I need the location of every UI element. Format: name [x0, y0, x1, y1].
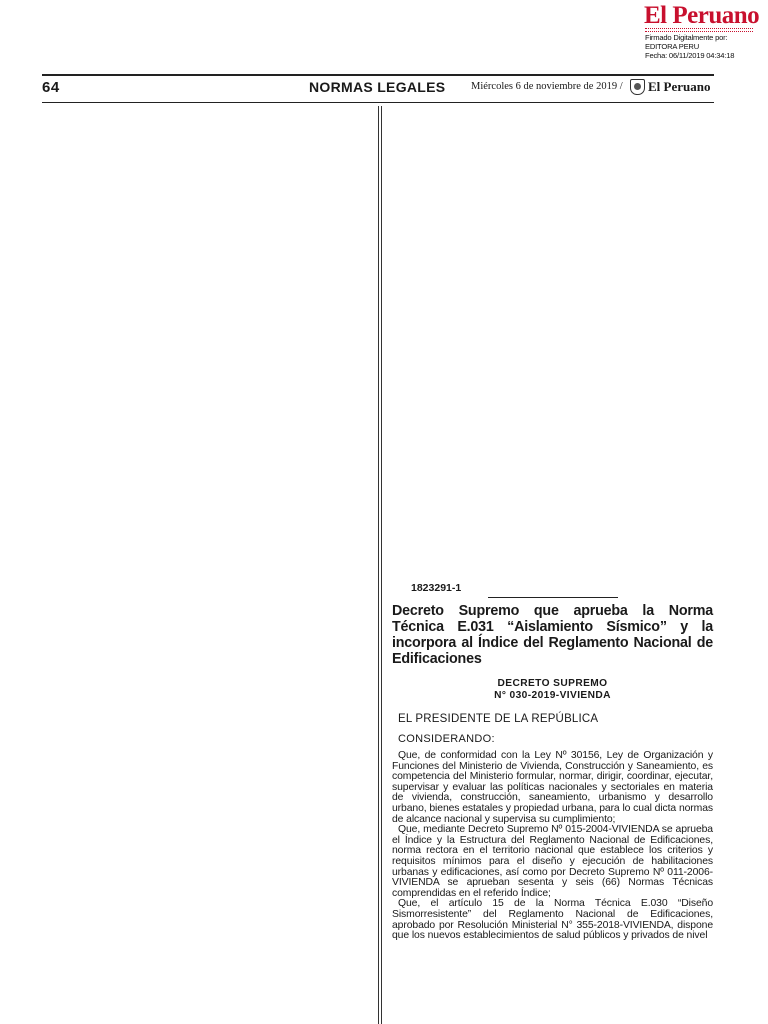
decree-heading — [392, 678, 713, 701]
signature-line: Firmado Digitalmente por: — [645, 33, 728, 42]
logo-tagline-rule — [645, 28, 753, 32]
header-bottom-rule — [42, 102, 714, 103]
issuer: EL PRESIDENTE DE LA REPÚBLICA — [398, 713, 599, 725]
digital-signature — [645, 33, 763, 60]
body-paragraph: Que, de conformidad con la Ley Nº 30156, Ley de Organización y Funciones del Ministerio de Vivienda, Construcción y Saneamiento, es competencia del Ministerio formular, normar, dirigir, coordinar, ejecutar, supervisar y evaluar las políticas nacionales y sectoriales en materia de vivienda, construcción, saneamiento, urbanismo y desarrollo urbano, bienes estatales y propiedad urbana, para lo cual dicta normas de alcance nacional y supervisa su cumplimiento; — [392, 750, 713, 825]
coat-of-arms-icon — [630, 79, 645, 95]
decree-number: N° 030-2019-VIVIENDA — [494, 689, 611, 701]
signature-line: EDITORA PERU — [645, 42, 700, 51]
header-top-rule — [42, 74, 714, 76]
body-paragraph: Que, el artículo 15 de la Norma Técnica E.030 “Diseño Sismorresistente” del Reglamento Nacional de Edificaciones, aprobado por Resolución Ministerial N° 355-2018-VIVIENDA, dispone que los nuevos establecimientos de salud públicos y privados de nivel — [392, 898, 713, 942]
body-paragraph: Que, mediante Decreto Supremo Nº 015-2004-VIVIENDA se aprueba el Índice y la Estructura del Reglamento Nacional de Edificaciones, norma rectora en el territorio nacional que establece los criterios y requisitos mínimos para el diseño y ejecución de habilitaciones urbanas y edificaciones, así como por Decreto Supremo Nº 011-2006-VIVIENDA se aprueban sesenta y seis (66) Normas Técnicas comprendidas en el referido Índice; — [392, 824, 713, 899]
decree-type: DECRETO SUPREMO — [497, 678, 608, 689]
publication-date: Miércoles 6 de noviembre de 2019 / — [471, 81, 623, 92]
decree-body — [392, 751, 713, 942]
signature-line: Fecha: 06/11/2019 04:34:18 — [645, 51, 735, 60]
section-title: NORMAS LEGALES — [309, 79, 446, 95]
column-divider — [381, 106, 382, 1024]
page-number: 64 — [42, 79, 60, 96]
column-divider — [378, 106, 379, 1024]
decree-article — [392, 582, 713, 942]
document-id: 1823291-1 — [411, 582, 462, 594]
document-title: Decreto Supremo que aprueba la Norma Técnica E.031 “Aislamiento Sísmico” y la incorpora al Índice del Reglamento Nacional de Edificaciones — [392, 603, 713, 667]
el-peruano-logo: El Peruano — [644, 2, 760, 29]
considering-heading: CONSIDERANDO: — [398, 733, 495, 745]
separator-rule — [488, 597, 618, 598]
page-header — [42, 74, 714, 104]
header-brand: El Peruano — [648, 79, 711, 94]
